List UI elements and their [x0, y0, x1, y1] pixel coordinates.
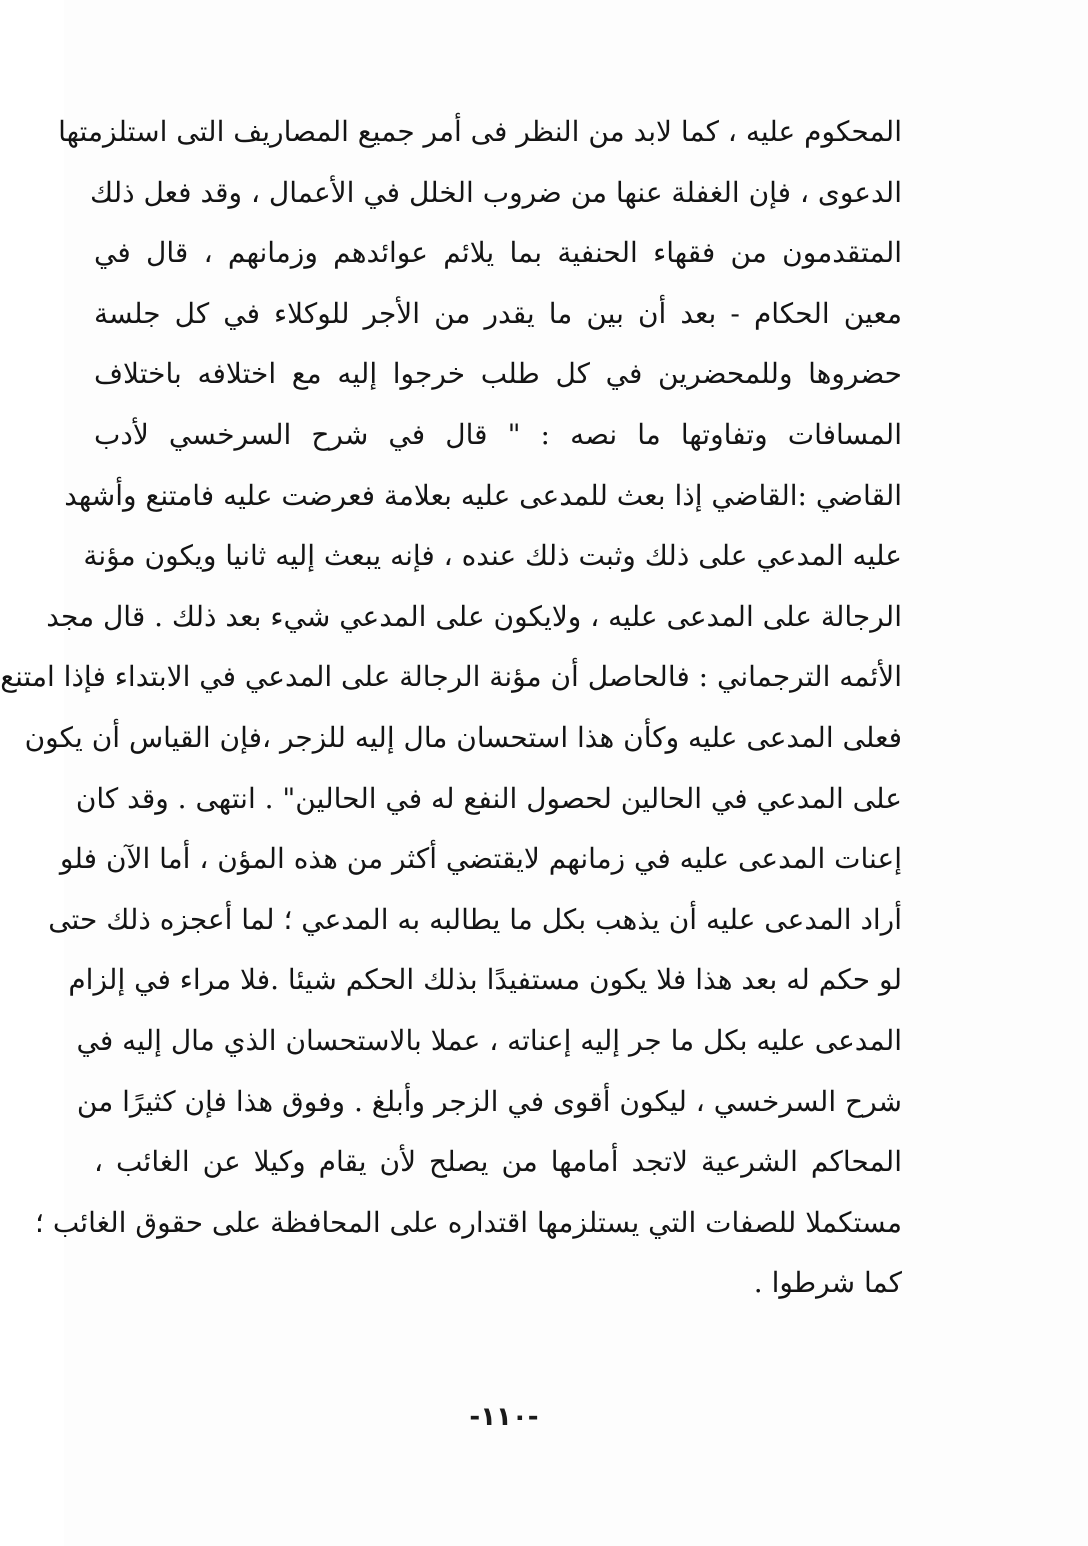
- text-line: لو حكم له بعد هذا فلا يكون مستفيدًا بذلك الحكم شيئا .فلا مراء في إلزام: [68, 963, 902, 997]
- text-line: المدعى عليه بكل ما جر إليه إعناته ، عملا بالاستحسان الذي مال إليه في: [76, 1023, 902, 1057]
- text-line: شرح السرخسي ، ليكون أقوى في الزجر وأبلغ . وفوق هذا فإن كثيرًا من: [76, 1084, 902, 1118]
- text-line: معين الحكام - بعد أن بين ما يقدر من الأجر للوكلاء في كل جلسة: [94, 296, 902, 330]
- text-line: المحكوم عليه ، كما لابد من النظر فى أمر جميع المصاريف التى استلزمتها: [58, 115, 902, 148]
- text-line: أراد المدعى عليه أن يذهب بكل ما يطالبه به المدعي ؛ لما أعجزه ذلك حتى: [48, 902, 902, 936]
- text-line: الرجالة على المدعى عليه ، ولايكون على المدعي شيء بعد ذلك . قال مجد: [46, 599, 902, 633]
- text-line: فعلى المدعى عليه وكأن هذا استحسان مال إليه للزجر ،فإن القياس أن يكون: [24, 720, 902, 754]
- text-line: الأئمه الترجماني : فالحاصل أن مؤنة الرجالة على المدعي في الابتداء فإذا امتنع: [0, 660, 902, 694]
- page-number: -١١٠-: [469, 1402, 539, 1432]
- text-line: القاضي :القاضي إذا بعث للمدعى عليه بعلامة فعرضت عليه فامتنع وأشهد: [64, 478, 902, 512]
- text-line-last: كما شرطوا .: [753, 1266, 902, 1300]
- text-line: المتقدمون من فقهاء الحنفية بما يلائم عوائدهم وزمانهم ، قال في: [94, 236, 903, 270]
- text-line: على المدعي في الحالين لحصول النفع له في الحالين" . انتهى . وقد كان: [75, 781, 902, 815]
- text-line: المحاكم الشرعية لاتجد أمامها من يصلح لأن يقام وكيلا عن الغائب ،: [94, 1145, 902, 1179]
- text-line: المسافات وتفاوتها ما نصه : " قال في شرح السرخسي لأدب: [94, 417, 902, 451]
- body-text: [0, 102, 903, 1314]
- text-line: إعنات المدعى عليه في زمانهم لايقتضي أكثر من هذه المؤن ، أما الآن فلو: [59, 842, 902, 876]
- text-line: الدعوى ، فإن الغفلة عنها من ضروب الخلل في الأعمال ، وقد فعل ذلك: [89, 175, 902, 209]
- text-line: مستكملا للصفات التي يستلزمها اقتداره على المحافظة على حقوق الغائب ؛: [35, 1205, 902, 1239]
- text-line: حضروها وللمحضرين في كل طلب خرجوا إليه مع اختلافه باختلاف: [94, 357, 902, 391]
- text-line: عليه المدعي على ذلك وثبت ذلك عنده ، فإنه يبعث إليه ثانيا ويكون مؤنة: [83, 539, 902, 573]
